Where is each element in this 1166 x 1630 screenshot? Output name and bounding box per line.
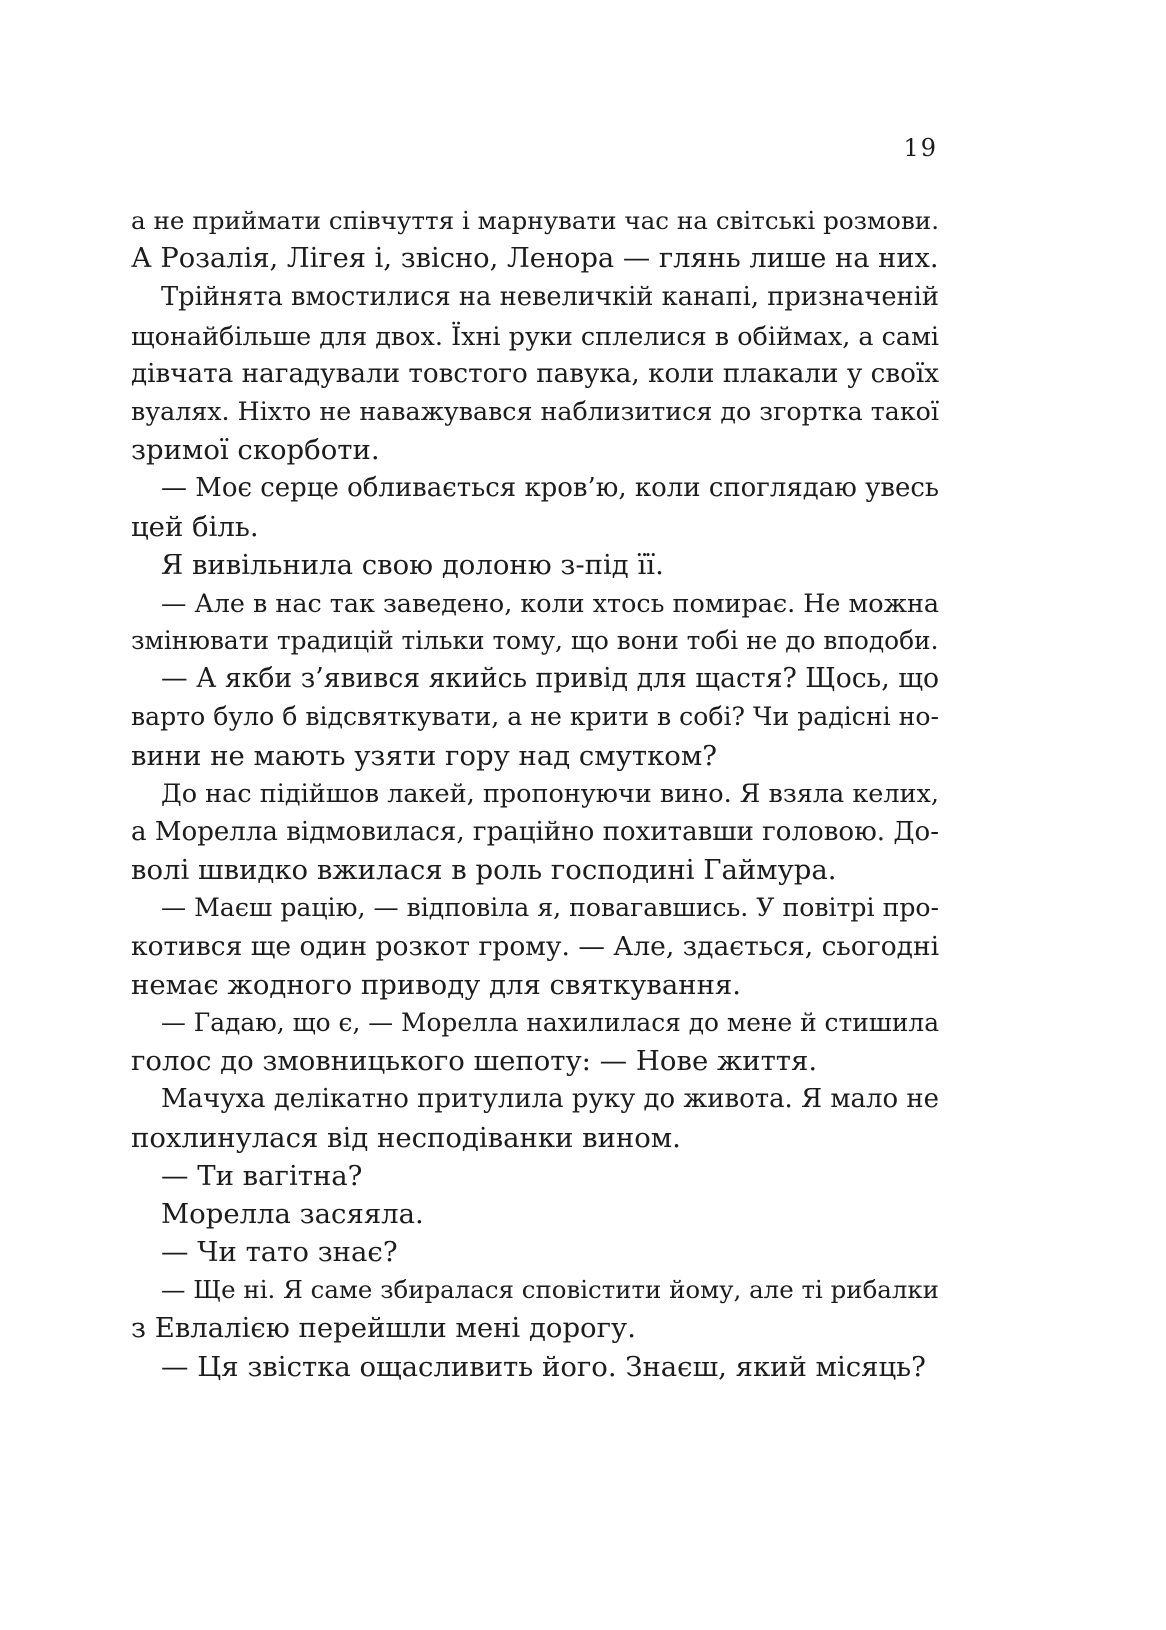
text-line: Я вивільнила свою долоню з-під її.: [161, 548, 664, 581]
text-line: немає жодного приводу для святкування.: [131, 968, 741, 1001]
text-line: — Чи тато знає?: [161, 1236, 398, 1269]
text-line: — Ти вагітна?: [161, 1159, 363, 1192]
text-line: Трійнята вмостилися на невеличкій канапі, призначеній: [161, 282, 940, 313]
text-line: зримої скорботи.: [131, 434, 380, 467]
text-line: — А якби з’явився якийсь привід для щастя? Щось, що: [161, 663, 940, 695]
text-line: змінювати традицій тільки тому, що вони тобі не до вподоби.: [131, 626, 939, 656]
text-line: — Моє серце обливається кров’ю, коли споглядаю увесь: [161, 473, 939, 504]
text-line: а Морелла відмовилася, граційно похитавши головою. До-: [131, 817, 939, 847]
text-line: Морелла засяяла.: [161, 1197, 424, 1230]
text-line: — Ще ні. Я саме збиралася сповістити йому, але ті рибалки: [161, 1275, 939, 1305]
text-line: волі швидко вжилася в роль господині Гаймура.: [131, 854, 837, 887]
text-line: — Але в нас так заведено, коли хтось помирає. Не можна: [161, 587, 940, 618]
text-line: варто було б відсвяткувати, а не крити в собі? Чи радісні но-: [131, 702, 939, 732]
text-line: — Ця звістка ощасливить його. Знаєш, який місяць?: [161, 1350, 926, 1383]
text-line: з Евлалією перейшли мені дорогу.: [131, 1312, 636, 1345]
text-line: А Розалія, Лігея і, звісно, Ленора — глянь лише на них.: [131, 243, 939, 275]
text-line: Мачуха делікатно притулила руку до живота. Я мало не: [161, 1084, 939, 1115]
text-line: дівчата нагадували товстого павука, коли плакали у своїх: [131, 358, 939, 389]
text-line: — Гадаю, що є, — Морелла нахилилася до мене й стишила: [161, 1007, 940, 1037]
text-line: щонайбільше для двох. Їхні руки сплелися в обіймах, а самі: [131, 320, 939, 351]
text-line: цей біль.: [131, 510, 259, 543]
body-text: [131, 202, 939, 1386]
text-line: — Маєш рацію, — відповіла я, повагавшись. У повітрі про-: [161, 893, 940, 923]
text-line: а не приймати співчуття і марнувати час на світські розмови.: [131, 206, 940, 235]
text-line: похлинулася від несподіванки вином.: [131, 1121, 681, 1154]
page-number: 19: [903, 134, 938, 162]
text-line: голос до змовницького шепоту: — Нове життя.: [131, 1045, 818, 1078]
text-line: котився ще один розкот грому. — Але, здається, сьогодні: [131, 930, 940, 962]
text-line: вини не мають узяти гору над смутком?: [131, 739, 717, 772]
text-line: До нас підійшов лакей, пропонуючи вино. Я взяла келих,: [161, 778, 939, 809]
text-line: вуалях. Ніхто не наважувався наблизитися до згортка такої: [131, 396, 939, 426]
